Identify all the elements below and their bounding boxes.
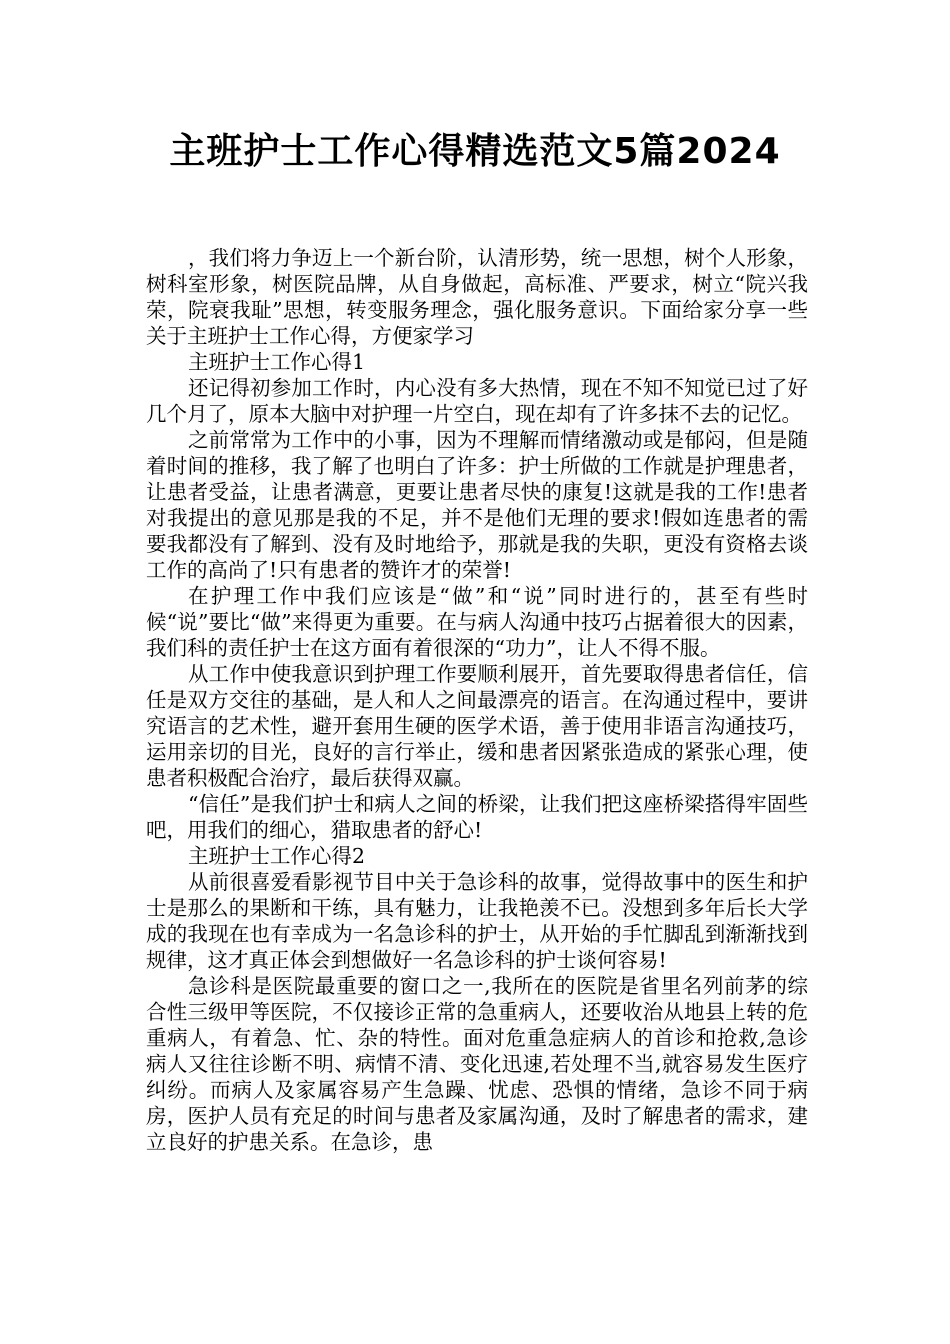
section-heading-1: 主班护士工作心得1 [188, 350, 366, 374]
paragraph: 在护理工作中我们应该是“做”和“说”同时进行的，甚至有些时候“说”要比“做”来得更为重要。在与病人沟通中技巧占据着很大的因素，我们科的责任护士在这方面有着很深的“功力”，让人不得不服。 [146, 584, 808, 660]
paragraph: 还记得初参加工作时，内心没有多大热情，现在不知不知觉已过了好几个月了，原本大脑中对护理一片空白，现在却有了许多抹不去的记忆。 [146, 376, 808, 426]
paragraph: 急诊科是医院最重要的窗口之一,我所在的医院是省里名列前茅的综合性三级甲等医院，不仅接诊正常的急重病人，还要收治从地县上转的危重病人，有着急、忙、杂的特性。面对危重急症病人的首诊和抢救,急诊病人又往往诊断不明、病情不清、变化迅速,若处理不当,就容易发生医疗纠纷。而病人及家属容易产生急躁、忧虑、恐惧的情绪，急诊不同于病房，医护人员有充足的时间与患者及家属沟通，及时了解患者的需求，建立良好的护患关系。在急诊，患 [146, 974, 808, 1154]
document-title: 主班护士工作心得精选范文5篇2024 [169, 131, 781, 172]
section-heading-2: 主班护士工作心得2 [188, 844, 366, 868]
paragraph: 从前很喜爱看影视节目中关于急诊科的故事，觉得故事中的医生和护士是那么的果断和干练，具有魅力，让我艳羡不已。没想到多年后长大学成的我现在也有幸成为一名急诊科的护士，从开始的手忙脚乱到渐渐找到规律，这才真正体会到想做好一名急诊科的护士谈何容易! [146, 870, 808, 972]
paragraph: 之前常常为工作中的小事，因为不理解而情绪激动或是郁闷，但是随着时间的推移，我了解了也明白了许多：护士所做的工作就是护理患者，让患者受益，让患者满意，更要让患者尽快的康复!这就是我的工作!患者对我提出的意见那是我的不足，并不是他们无理的要求!假如连患者的需要我都没有了解到、没有及时地给予，那就是我的失职，更没有资格去谈工作的高尚了!只有患者的赞许才的荣誉! [146, 428, 808, 582]
paragraph: 从工作中使我意识到护理工作要顺利展开，首先要取得患者信任，信任是双方交往的基础，是人和人之间最漂亮的语言。在沟通过程中，要讲究语言的艺术性，避开套用生硬的医学术语，善于使用非语言沟通技巧，运用亲切的目光，良好的言行举止，缓和患者因紧张造成的紧张心理，使患者积极配合治疗，最后获得双赢。 [146, 662, 808, 790]
paragraph-intro: ，我们将力争迈上一个新台阶，认清形势，统一思想，树个人形象，树科室形象，树医院品牌，从自身做起，高标准、严要求，树立“院兴我荣，院衰我耻”思想，转变服务理念，强化服务意识。下面给家分享一些关于主班护士工作心得，方便家学习 [146, 246, 808, 348]
document-body [146, 245, 808, 1155]
paragraph: “信任”是我们护士和病人之间的桥梁，让我们把这座桥梁搭得牢固些吧，用我们的细心，猎取患者的舒心! [146, 792, 808, 842]
